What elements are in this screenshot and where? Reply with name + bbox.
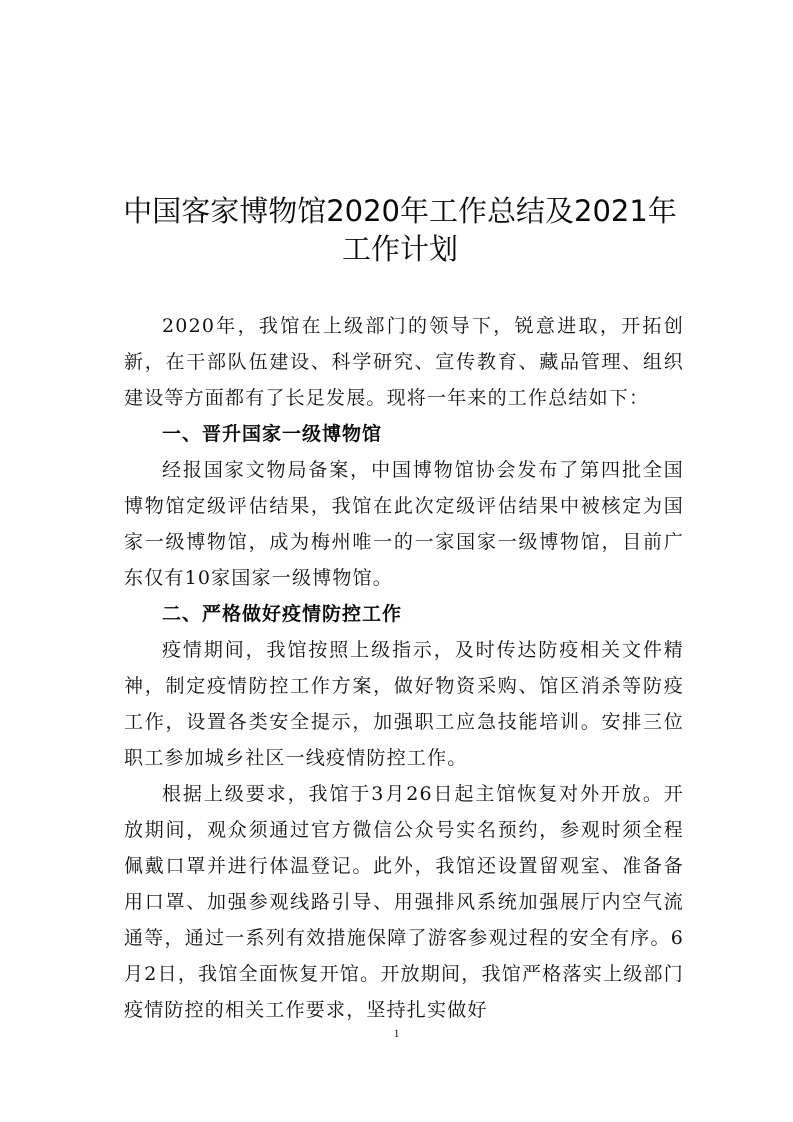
section-heading-2: 二、严格做好疫情防控工作 [162, 603, 403, 625]
title-line-1: 中国客家博物馆2020年工作总结及2021年 [123, 194, 677, 228]
title-line-2: 工作计划 [341, 232, 458, 266]
intro-paragraph: 2020年，我馆在上级部门的领导下，锐意进取，开拓创新，在干部队伍建设、科学研究、宣传教育、藏品管理、组织建设等方面都有了长足发展。现将一年来的工作总结如下： [124, 315, 684, 409]
section-2-paragraph-2: 根据上级要求，我馆于3月26日起主馆恢复对外开放。开放期间，观众须通过官方微信公众号实名预约，参观时须全程佩戴口罩并进行体温登记。此外，我馆还设置留观室、准备备用口罩、加强参观线路引导、用强排风系统加强展厅内空气流通等，通过一系列有效措施保障了游客参观过程的安全有序。6月2日，我馆全面恢复开馆。开放期间，我馆严格落实上级部门疫情防控的相关工作要求，坚持扎实做好 [124, 783, 684, 1021]
section-2-paragraph-1: 疫情期间，我馆按照上级指示，及时传达防疫相关文件精神，制定疫情防控工作方案，做好物资采购、馆区消杀等防疫工作，设置各类安全提示，加强职工应急技能培训。安排三位职工参加城乡社区一线疫情防控工作。 [124, 639, 684, 769]
document-title [120, 192, 680, 268]
section-heading-1: 一、晋升国家一级博物馆 [162, 423, 383, 445]
section-1-paragraph: 经报国家文物局备案，中国博物馆协会发布了第四批全国博物馆定级评估结果，我馆在此次定级评估结果中被核定为国家一级博物馆，成为梅州唯一的一家国家一级博物馆，目前广东仅有10家国家一级博物馆。 [124, 459, 684, 589]
page-number: 1 [393, 1026, 400, 1040]
document-body [124, 308, 684, 1028]
